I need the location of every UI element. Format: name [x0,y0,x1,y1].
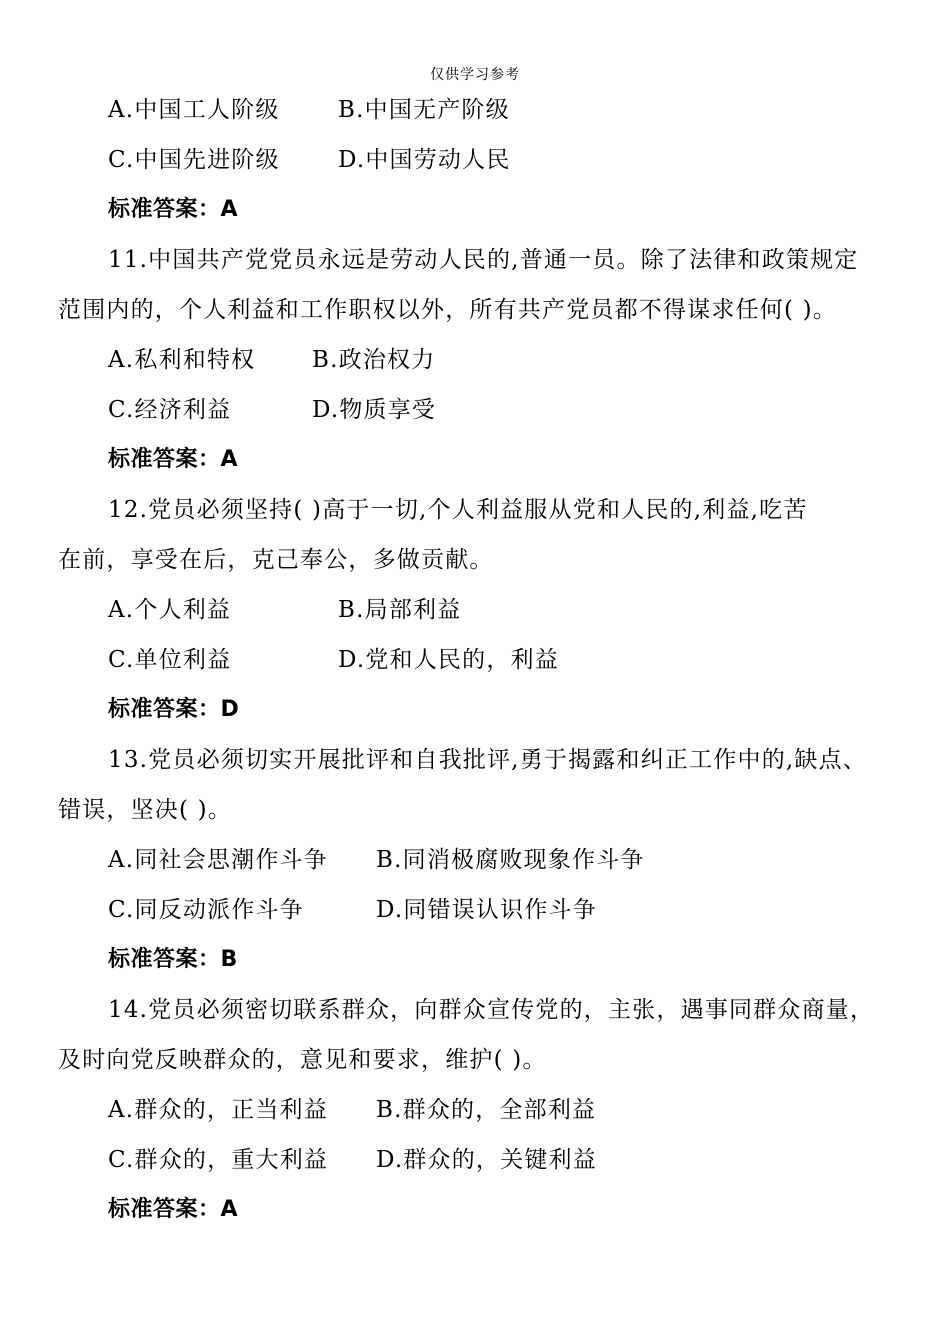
q12-option-c: C.单位利益 [108,647,232,673]
q12-option-d: D.党和人民的，利益 [338,647,559,673]
q12-text-line1: 12.党员必须坚持( )高于一切,个人利益服从党和人民的,利益,吃苦 [108,497,808,523]
q14-text-line2: 及时向党反映群众的，意见和要求，维护( )。 [58,1047,547,1073]
q12-text-line2: 在前，享受在后，克己奉公，多做贡献。 [58,547,494,573]
q11-option-a: A.私利和特权 [108,347,256,373]
q13-option-a: A.同社会思潮作斗争 [108,847,328,873]
q11-option-c: C.经济利益 [108,397,232,423]
q14-option-a: A.群众的，正当利益 [108,1097,328,1123]
q12-options-cd [108,640,559,680]
q13-option-c: C.同反动派作斗争 [108,897,304,923]
page-header: 仅供学习参考 [430,67,520,83]
q10-options-cd [108,140,511,180]
q10-option-d: D.中国劳动人民 [338,147,511,173]
q10-options-ab [108,90,510,130]
q10-option-a: A.中国工人阶级 [108,97,280,123]
q14-answer: 标准答案：A [108,1197,239,1222]
q13-text-line2: 错误，坚决( )。 [58,797,233,823]
q13-options-cd [108,890,597,930]
q12-option-b: B.局部利益 [338,597,462,623]
q12-options-ab [108,590,462,630]
q13-option-d: D.同错误认识作斗争 [376,897,597,923]
q13-option-b: B.同消极腐败现象作斗争 [376,847,645,873]
q14-option-b: B.群众的，全部利益 [376,1097,597,1123]
q14-options-ab [108,1090,597,1130]
q10-answer: 标准答案：A [108,197,239,222]
q11-option-d: D.物质享受 [312,397,437,423]
q11-option-b: B.政治权力 [312,347,436,373]
q11-text-line2: 范围内的，个人利益和工作职权以外，所有共产党员都不得谋求任何( )。 [58,297,838,323]
q14-option-c: C.群众的，重大利益 [108,1147,329,1173]
q10-option-b: B.中国无产阶级 [338,97,510,123]
q11-text-line1: 11.中国共产党党员永远是劳动人民的,普通一员。除了法律和政策规定 [108,247,859,273]
q13-text-line1: 13.党员必须切实开展批评和自我批评,勇于揭露和纠正工作中的,缺点、 [108,747,867,773]
q10-option-c: C.中国先进阶级 [108,147,280,173]
q13-options-ab [108,840,645,880]
q11-answer: 标准答案：A [108,447,239,472]
q14-option-d: D.群众的，关键利益 [376,1147,597,1173]
q11-options-cd [108,390,437,430]
q11-options-ab [108,340,436,380]
q12-answer: 标准答案：D [108,697,240,722]
q13-answer: 标准答案：B [108,947,238,972]
q14-options-cd [108,1140,597,1180]
q12-option-a: A.个人利益 [108,597,232,623]
q14-text-line1: 14.党员必须密切联系群众，向群众宣传党的，主张，遇事同群众商量， [108,997,875,1023]
